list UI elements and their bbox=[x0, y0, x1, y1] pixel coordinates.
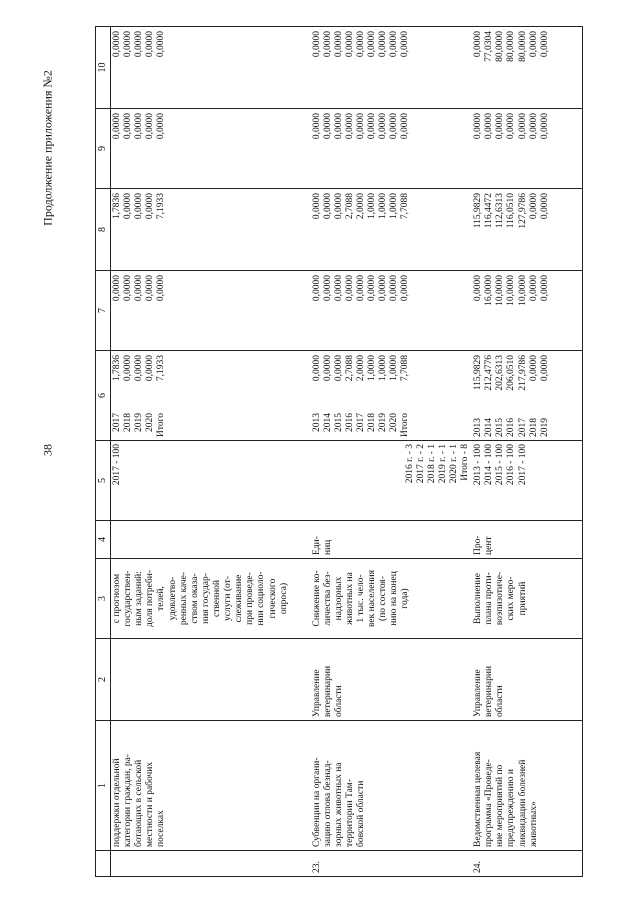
value-line: 2019 г. - 1 bbox=[437, 444, 448, 484]
amount-value: 0,0000 bbox=[322, 355, 333, 382]
column-header: 7 bbox=[96, 271, 111, 351]
value-line: 0,0000 bbox=[134, 113, 145, 140]
cell-c8 bbox=[472, 189, 582, 271]
cell-c10 bbox=[111, 27, 311, 109]
value-line: 0,0000 bbox=[311, 193, 322, 220]
value-line: 0,0000 bbox=[528, 113, 539, 140]
value-line: 0,0000 bbox=[484, 113, 495, 140]
value-line: 0,0000 bbox=[311, 113, 322, 140]
text-line: ренных каче- bbox=[178, 571, 189, 626]
text-line: гического bbox=[267, 578, 278, 619]
text-line: Про- bbox=[473, 535, 484, 555]
text-line: Выполнение bbox=[473, 573, 484, 624]
column-header: 2 bbox=[96, 639, 111, 721]
text-line: надзорных bbox=[333, 576, 344, 621]
text-line: нию на конец bbox=[389, 571, 400, 626]
value-line: 0,0000 bbox=[389, 113, 400, 140]
text-line: (по состоя- bbox=[378, 576, 389, 621]
year-label: 2014 bbox=[484, 418, 495, 437]
year-label: 2019 bbox=[134, 412, 145, 432]
text-line: бовской области bbox=[355, 780, 366, 847]
value-line: 7,7088 bbox=[400, 193, 411, 220]
text-line: цент bbox=[484, 536, 495, 555]
value-line: 0,0000 bbox=[400, 31, 411, 58]
value-line: 0,0000 bbox=[367, 31, 378, 58]
value-line: 0,0000 bbox=[473, 113, 484, 140]
value-line: 116,4472 bbox=[484, 193, 495, 229]
year-label: 2018 bbox=[367, 412, 378, 432]
text-line: территории Там- bbox=[344, 779, 355, 847]
value-line: 0,0000 bbox=[400, 275, 411, 302]
text-line: при проведе- bbox=[245, 572, 256, 625]
text-line: животных на bbox=[344, 572, 355, 625]
text-line: местности и рабочих bbox=[145, 761, 156, 847]
value-line: 0,0000 bbox=[156, 275, 167, 302]
value-line: 0,0000 bbox=[123, 193, 134, 220]
value-line: 0,0000 bbox=[539, 275, 550, 302]
amount-value: 2,0000 bbox=[355, 355, 366, 382]
cell-c6 bbox=[472, 351, 582, 441]
amount-value: 1,0000 bbox=[367, 355, 378, 382]
amount-value: 1,0000 bbox=[389, 355, 400, 382]
cell-c7 bbox=[311, 271, 473, 351]
cell-c4 bbox=[111, 521, 311, 559]
cell-c5 bbox=[311, 441, 473, 521]
year-label: 2019 bbox=[378, 412, 389, 432]
text-line: ством оказа- bbox=[189, 573, 200, 624]
text-line: ветеринарии bbox=[322, 665, 333, 717]
value-line: 0,0000 bbox=[322, 275, 333, 302]
text-line: ным заданий: bbox=[134, 571, 145, 626]
value-line: 1,0000 bbox=[389, 193, 400, 220]
column-header: 1 bbox=[96, 721, 111, 851]
year-label: 2018 bbox=[123, 412, 134, 432]
table-row bbox=[111, 27, 311, 877]
value-line: 0,0000 bbox=[123, 113, 134, 140]
value-line: 0,0000 bbox=[145, 275, 156, 302]
value-line: 0,0000 bbox=[400, 113, 411, 140]
value-line: 10,0000 bbox=[506, 275, 517, 306]
year-label: 2018 bbox=[528, 418, 539, 437]
text-line: предупреждению и bbox=[506, 769, 517, 847]
value-line: 10,0000 bbox=[495, 275, 506, 306]
text-line: государствен- bbox=[123, 570, 134, 627]
value-line: 0,0000 bbox=[528, 31, 539, 58]
cell-c8 bbox=[111, 189, 311, 271]
text-line: животных» bbox=[528, 801, 539, 847]
value-line: 2,0000 bbox=[355, 193, 366, 220]
year-label: 2019 bbox=[539, 418, 550, 437]
page-header: Продолжение приложения №2 bbox=[40, 70, 55, 226]
value-line: 0,0000 bbox=[322, 31, 333, 58]
text-line: ботающих в сельской bbox=[134, 759, 145, 847]
value-line: 0,0000 bbox=[311, 275, 322, 302]
value-line: 2016 г. - 3 bbox=[404, 444, 415, 484]
value-line: 2015 - 100 bbox=[495, 444, 506, 486]
amount-value: 0,0000 bbox=[123, 355, 134, 382]
year-label: 2020 bbox=[389, 412, 400, 432]
year-label: 2015 bbox=[333, 412, 344, 432]
amount-value: 0,0000 bbox=[528, 355, 539, 382]
value-line: 0,0000 bbox=[123, 31, 134, 58]
value-line: 80,0000 bbox=[506, 31, 517, 62]
text-line: поддержки отдельной bbox=[112, 758, 122, 847]
value-line: 0,0000 bbox=[355, 113, 366, 140]
value-line: 0,0000 bbox=[378, 113, 389, 140]
cell-c1 bbox=[472, 721, 582, 851]
value-line: 16,0000 bbox=[484, 275, 495, 306]
value-line: 116,0510 bbox=[506, 193, 517, 229]
year-label: 2017 bbox=[355, 412, 366, 432]
value-line: 0,0000 bbox=[134, 193, 145, 220]
text-line: Управление bbox=[473, 669, 484, 717]
value-line: 0,0000 bbox=[539, 193, 550, 220]
cell-c10 bbox=[472, 27, 582, 109]
row-number: 24. bbox=[472, 851, 582, 877]
value-line: 80,0000 bbox=[517, 31, 528, 62]
value-line: 1,0000 bbox=[367, 193, 378, 220]
value-line: 0,0000 bbox=[333, 31, 344, 58]
year-label: 2014 bbox=[322, 412, 333, 432]
value-line: 0,0000 bbox=[123, 275, 134, 302]
value-line: 0,0000 bbox=[344, 275, 355, 302]
text-line: ликвидации болезней bbox=[517, 759, 528, 847]
text-line: Управление bbox=[311, 669, 322, 717]
value-line: 0,0000 bbox=[112, 113, 122, 140]
cell-c4 bbox=[311, 521, 473, 559]
cell-c1 bbox=[311, 721, 473, 851]
column-header: 10 bbox=[96, 27, 111, 109]
text-line: удовлетво- bbox=[167, 576, 178, 621]
value-line: 0,0000 bbox=[495, 113, 506, 140]
value-line: 0,0000 bbox=[378, 275, 389, 302]
table-header-row bbox=[96, 27, 111, 877]
text-line: 1 тыс. чело- bbox=[355, 574, 366, 623]
text-line: зорных животных на bbox=[333, 762, 344, 847]
value-line: 7,1933 bbox=[156, 193, 167, 220]
text-line: доля потреби- bbox=[145, 570, 156, 627]
cell-c8 bbox=[311, 189, 473, 271]
text-line: ние мероприятий по bbox=[495, 764, 506, 847]
value-line: 0,0000 bbox=[528, 193, 539, 220]
amount-value: 0,0000 bbox=[333, 355, 344, 382]
rotated-table-container bbox=[95, 27, 635, 877]
amount-value: 2,7088 bbox=[344, 355, 355, 382]
text-line: ния государ- bbox=[200, 573, 211, 624]
cell-c6 bbox=[311, 351, 473, 441]
text-line: нии социоло- bbox=[256, 571, 267, 626]
text-line: поселках bbox=[156, 810, 167, 847]
text-line: воэпизотиче- bbox=[495, 571, 506, 626]
amount-value: 212,4776 bbox=[484, 355, 495, 391]
text-line: услуги (от- bbox=[223, 576, 234, 621]
value-line: 0,0000 bbox=[145, 113, 156, 140]
cell-c3 bbox=[311, 559, 473, 639]
amount-value: 115,9829 bbox=[473, 355, 484, 391]
value-line: 0,0000 bbox=[145, 193, 156, 220]
value-line: 2017 - 100 bbox=[517, 444, 528, 486]
value-line: 0,0000 bbox=[473, 31, 484, 58]
value-line: 1,7836 bbox=[112, 193, 122, 220]
cell-c7 bbox=[472, 271, 582, 351]
value-line: 112,6313 bbox=[495, 193, 506, 229]
text-line: опроса) bbox=[278, 582, 289, 615]
value-line: 0,0000 bbox=[333, 275, 344, 302]
table-row bbox=[311, 27, 473, 877]
value-line: 2014 - 100 bbox=[484, 444, 495, 486]
amount-value: 1,7836 bbox=[112, 355, 122, 382]
text-line: телей, bbox=[156, 586, 167, 611]
amount-value: 0,0000 bbox=[134, 355, 145, 382]
text-line: ских меро- bbox=[506, 576, 517, 621]
text-line: Еди- bbox=[311, 536, 322, 555]
value-line: 0,0000 bbox=[344, 31, 355, 58]
text-line: программа «Проведе- bbox=[484, 759, 495, 847]
amount-value: 1,0000 bbox=[378, 355, 389, 382]
year-label: 2015 bbox=[495, 418, 506, 437]
year-label: 2020 bbox=[145, 412, 156, 432]
amount-value: 0,0000 bbox=[311, 355, 322, 382]
value-line: 0,0000 bbox=[322, 113, 333, 140]
value-line: 77,0304 bbox=[484, 31, 495, 62]
amount-value: 7,1933 bbox=[156, 355, 167, 382]
year-label: 2016 bbox=[344, 412, 355, 432]
text-line: области bbox=[333, 685, 344, 717]
cell-c9 bbox=[472, 109, 582, 189]
cell-c7 bbox=[111, 271, 311, 351]
value-line: 10,0000 bbox=[517, 275, 528, 306]
text-line: с прогнозом bbox=[112, 573, 122, 624]
text-line: ниц bbox=[322, 539, 333, 555]
cell-c3 bbox=[472, 559, 582, 639]
text-line: личества без- bbox=[322, 571, 333, 626]
row-number: 23. bbox=[311, 851, 473, 877]
value-line: Итого - 8 bbox=[460, 444, 471, 481]
value-line: 0,0000 bbox=[134, 31, 145, 58]
value-line: 0,0000 bbox=[333, 113, 344, 140]
table-row bbox=[472, 27, 582, 877]
value-line: 0,0000 bbox=[355, 31, 366, 58]
value-line: 0,0000 bbox=[539, 113, 550, 140]
column-header: 5 bbox=[96, 441, 111, 521]
cell-c2 bbox=[111, 639, 311, 721]
amount-value: 0,0000 bbox=[145, 355, 156, 382]
year-label: 2016 bbox=[506, 418, 517, 437]
year-label: Итого bbox=[156, 412, 167, 437]
column-header: 6 bbox=[96, 351, 111, 441]
column-header bbox=[96, 851, 111, 877]
text-line: Ведомственная целевая bbox=[473, 751, 484, 847]
value-line: 2017 - 100 bbox=[112, 444, 122, 486]
value-line: 0,0000 bbox=[539, 31, 550, 58]
text-line: ственной bbox=[211, 579, 222, 618]
page-number: 38 bbox=[40, 444, 55, 456]
cell-c2 bbox=[472, 639, 582, 721]
value-line: 0,0000 bbox=[322, 193, 333, 220]
value-line: 0,0000 bbox=[112, 31, 122, 58]
amount-value: 202,6313 bbox=[495, 355, 506, 391]
value-line: 2,7088 bbox=[344, 193, 355, 220]
value-line: 0,0000 bbox=[311, 31, 322, 58]
amount-value: 7,7088 bbox=[400, 355, 411, 382]
cell-c10 bbox=[311, 27, 473, 109]
value-line: 0,0000 bbox=[389, 31, 400, 58]
cell-c5 bbox=[472, 441, 582, 521]
value-line: 0,0000 bbox=[378, 31, 389, 58]
amount-value: 206,0510 bbox=[506, 355, 517, 391]
text-line: ветеринарии bbox=[484, 665, 495, 717]
value-line: 0,0000 bbox=[333, 193, 344, 220]
text-line: категории граждан, ра- bbox=[123, 754, 134, 847]
cell-c9 bbox=[111, 109, 311, 189]
value-line: 0,0000 bbox=[156, 31, 167, 58]
text-line: зацию отлова безнад- bbox=[322, 760, 333, 847]
value-line: 0,0000 bbox=[506, 113, 517, 140]
value-line: 2017 г. - 2 bbox=[415, 444, 426, 484]
year-label: 2013 bbox=[311, 412, 322, 432]
value-line: 0,0000 bbox=[344, 113, 355, 140]
row-number bbox=[111, 851, 311, 877]
year-label: 2013 bbox=[473, 418, 484, 437]
text-line: Снижение ко- bbox=[311, 570, 322, 627]
value-line: 0,0000 bbox=[367, 113, 378, 140]
value-line: 0,0000 bbox=[367, 275, 378, 302]
value-line: 2018 г. - 1 bbox=[426, 444, 437, 484]
value-line: 80,0000 bbox=[495, 31, 506, 62]
text-line: слеживание bbox=[234, 574, 245, 623]
text-line: плана проти- bbox=[484, 572, 495, 625]
cell-c4 bbox=[472, 521, 582, 559]
value-line: 0,0000 bbox=[112, 275, 122, 302]
text-line: приятий bbox=[517, 581, 528, 616]
value-line: 0,0000 bbox=[528, 275, 539, 302]
amount-value: 0,0000 bbox=[539, 355, 550, 382]
cell-c1 bbox=[111, 721, 311, 851]
cell-c2 bbox=[311, 639, 473, 721]
text-line: век населения bbox=[367, 570, 378, 627]
text-line: области bbox=[495, 685, 506, 717]
value-line: 0,0000 bbox=[145, 31, 156, 58]
program-table bbox=[95, 26, 583, 877]
column-header: 8 bbox=[96, 189, 111, 271]
value-line: 2020 г. - 1 bbox=[448, 444, 459, 484]
amount-value: 217,9786 bbox=[517, 355, 528, 391]
column-header: 3 bbox=[96, 559, 111, 639]
text-line: Субвенции на органи- bbox=[311, 757, 322, 847]
year-label: 2017 bbox=[112, 412, 122, 432]
value-line: 0,0000 bbox=[517, 113, 528, 140]
text-line: года) bbox=[400, 588, 411, 609]
year-label: 2017 bbox=[517, 418, 528, 437]
value-line: 0,0000 bbox=[473, 275, 484, 302]
value-line: 0,0000 bbox=[355, 275, 366, 302]
value-line: 2016 - 100 bbox=[506, 444, 517, 486]
value-line: 0,0000 bbox=[389, 275, 400, 302]
column-header: 4 bbox=[96, 521, 111, 559]
column-header: 9 bbox=[96, 109, 111, 189]
cell-c3 bbox=[111, 559, 311, 639]
year-label: Итого bbox=[400, 412, 411, 437]
cell-c9 bbox=[311, 109, 473, 189]
value-line: 2013 - 100 bbox=[473, 444, 484, 486]
value-line: 127,9786 bbox=[517, 193, 528, 229]
value-line: 0,0000 bbox=[134, 275, 145, 302]
value-line: 1,0000 bbox=[378, 193, 389, 220]
cell-c6 bbox=[111, 351, 311, 441]
value-line: 115,9829 bbox=[473, 193, 484, 229]
value-line: 0,0000 bbox=[156, 113, 167, 140]
cell-c5 bbox=[111, 441, 311, 521]
